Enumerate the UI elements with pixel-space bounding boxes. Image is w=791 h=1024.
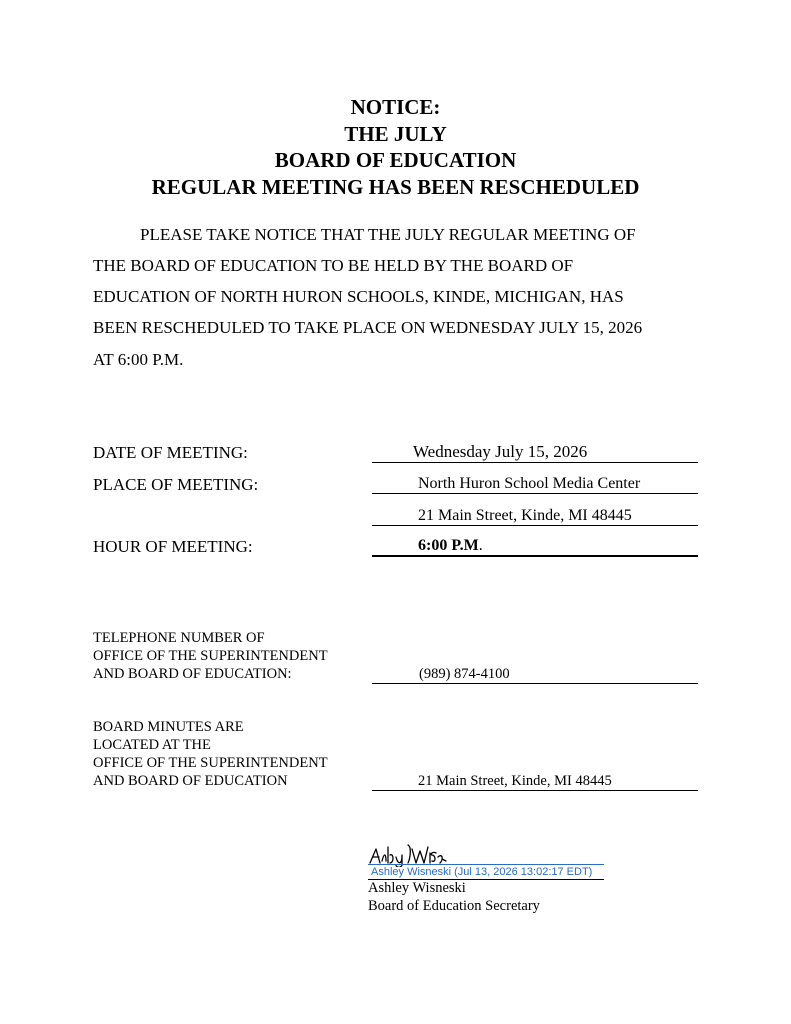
telephone-field (372, 663, 698, 684)
minutes-field (372, 770, 698, 791)
body-line-4: BEEN RESCHEDULED TO TAKE PLACE ON WEDNESDAY JULY 15, 2026 (93, 318, 643, 337)
date-field (372, 442, 698, 463)
minutes-label-3: OFFICE OF THE SUPERINTENDENT (93, 755, 328, 771)
telephone-label-3: AND BOARD OF EDUCATION: (93, 666, 292, 682)
telephone-label-2: OFFICE OF THE SUPERINTENDENT (93, 648, 328, 664)
place-label: PLACE OF MEETING: (93, 475, 259, 494)
signer-title: Board of Education Secretary (368, 898, 540, 914)
body-line-5: AT 6:00 P.M. (93, 350, 184, 369)
notice-heading: NOTICE: (350, 95, 441, 119)
esign-stamp: Ashley Wisneski (Jul 13, 2026 13:02:17 EDT) (371, 866, 593, 878)
minutes-label-1: BOARD MINUTES ARE (93, 719, 244, 735)
heading-month: THE JULY (344, 122, 447, 146)
body-line-1: PLEASE TAKE NOTICE THAT THE JULY REGULAR MEETING OF (140, 225, 636, 244)
telephone-label-1: TELEPHONE NUMBER OF (93, 630, 265, 646)
date-label: DATE OF MEETING: (93, 443, 248, 462)
heading-board: BOARD OF EDUCATION (274, 148, 517, 172)
hour-value-wrap (418, 537, 483, 555)
hour-field (372, 535, 698, 557)
body-line-2: THE BOARD OF EDUCATION TO BE HELD BY THE BOARD OF (93, 256, 574, 275)
body-line-3: EDUCATION OF NORTH HURON SCHOOLS, KINDE, MICHIGAN, HAS (93, 287, 624, 306)
place-value-1: North Huron School Media Center (418, 475, 641, 492)
place-value-2: 21 Main Street, Kinde, MI 48445 (418, 507, 632, 524)
place-field-1 (372, 473, 698, 494)
minutes-label-2: LOCATED AT THE (93, 737, 211, 753)
signer-name: Ashley Wisneski (368, 880, 466, 896)
hour-value: 6:00 P.M (418, 537, 479, 554)
minutes-value: 21 Main Street, Kinde, MI 48445 (418, 773, 612, 789)
place-field-2 (372, 505, 698, 526)
date-value: Wednesday July 15, 2026 (413, 442, 588, 461)
hour-label: HOUR OF MEETING: (93, 537, 253, 556)
minutes-label-4: AND BOARD OF EDUCATION (93, 773, 288, 789)
telephone-value: (989) 874-4100 (419, 666, 510, 682)
heading-rescheduled: REGULAR MEETING HAS BEEN RESCHEDULED (151, 175, 640, 199)
hour-suffix: . (478, 537, 483, 554)
signature-line (368, 864, 604, 880)
